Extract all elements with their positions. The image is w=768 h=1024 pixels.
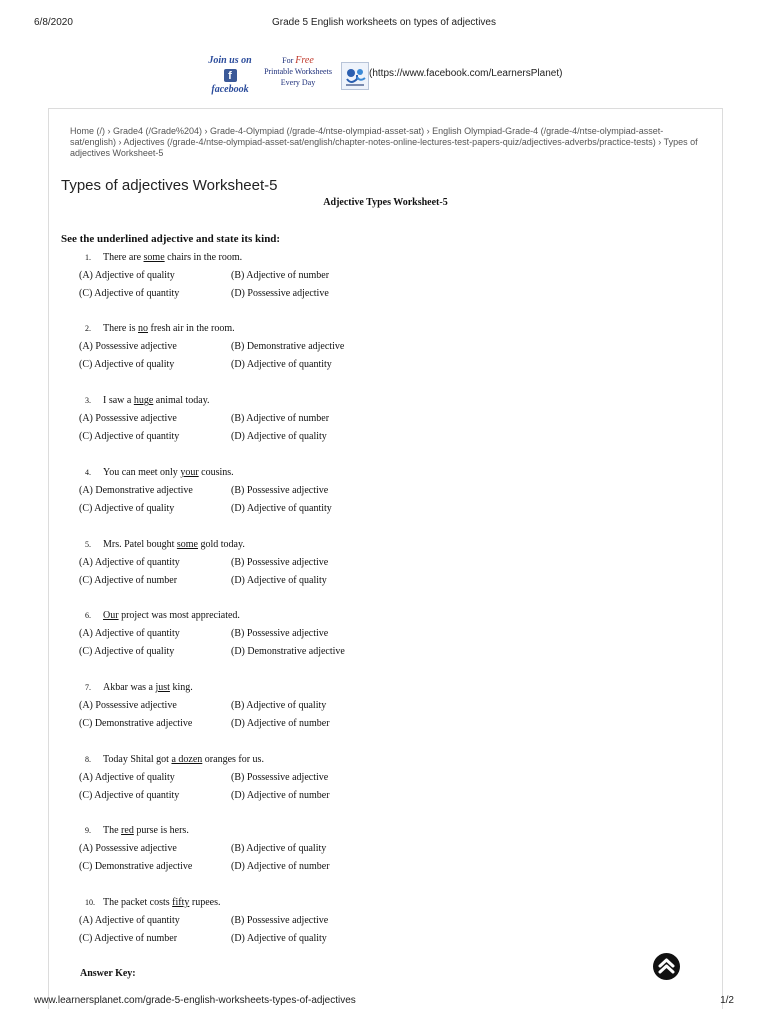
question-stem xyxy=(85,252,242,263)
question-stem xyxy=(85,323,235,334)
stem-after: oranges for us. xyxy=(202,754,264,765)
page-number: 1/2 xyxy=(720,995,734,1006)
stem-after: rupees. xyxy=(189,897,221,908)
worksheet-heading: Adjective Types Worksheet-5 xyxy=(323,197,448,208)
promo-free: Free xyxy=(295,55,314,66)
stem-before: There are xyxy=(103,252,144,263)
stem-after: animal today. xyxy=(153,395,210,406)
option-c: (C) Adjective of quality xyxy=(79,503,175,514)
option-b: (B) Adjective of number xyxy=(231,413,330,424)
option-d: (D) Adjective of quantity xyxy=(231,503,332,514)
underlined-adjective: a dozen xyxy=(171,754,203,765)
join-us-label: Join us on xyxy=(208,55,252,66)
option-a: (A) Demonstrative adjective xyxy=(79,485,193,496)
option-d: (D) Adjective of number xyxy=(231,718,330,729)
stem-after: project was most appreciated. xyxy=(118,610,240,621)
question-stem xyxy=(85,754,264,765)
stem-after: gold today. xyxy=(198,539,245,550)
option-c: (C) Adjective of quantity xyxy=(79,790,180,801)
question-stem xyxy=(85,467,234,478)
question-item xyxy=(49,825,722,881)
stem-before: You can meet only xyxy=(103,467,181,478)
question-number: 3. xyxy=(85,396,91,405)
facebook-banner[interactable] xyxy=(206,55,586,95)
underlined-adjective: just xyxy=(155,682,170,693)
question-stem xyxy=(85,825,189,836)
question-stem xyxy=(85,539,245,550)
stem-after: chairs in the room. xyxy=(164,252,243,263)
print-url: www.learnersplanet.com/grade-5-english-worksheets-types-of-adjectives xyxy=(34,995,356,1006)
question-item xyxy=(49,252,722,308)
option-a: (A) Adjective of quantity xyxy=(79,628,180,639)
underlined-adjective: red xyxy=(121,825,134,836)
question-stem xyxy=(85,897,220,908)
question-number: 5. xyxy=(85,540,91,549)
print-page-title: Grade 5 English worksheets on types of adjectives xyxy=(271,17,496,28)
option-c: (C) Adjective of number xyxy=(79,575,178,586)
stem-before: I saw a xyxy=(103,395,134,406)
option-b: (B) Possessive adjective xyxy=(231,772,329,783)
option-b: (B) Possessive adjective xyxy=(231,915,329,926)
option-a: (A) Adjective of quality xyxy=(79,772,175,783)
question-stem xyxy=(85,682,193,693)
promo-for: For xyxy=(282,56,294,65)
option-b: (B) Demonstrative adjective xyxy=(231,341,345,352)
facebook-link[interactable]: (https://www.facebook.com/LearnersPlanet) xyxy=(369,68,563,79)
stem-after: fresh air in the room. xyxy=(148,323,235,334)
option-c: (C) Demonstrative adjective xyxy=(79,861,193,872)
question-item xyxy=(49,539,722,595)
option-d: (D) Adjective of quality xyxy=(231,575,327,586)
scroll-to-top-button[interactable] xyxy=(653,953,680,980)
option-b: (B) Adjective of quality xyxy=(231,700,327,711)
stem-before: The xyxy=(103,825,122,836)
option-c: (C) Adjective of number xyxy=(79,933,178,944)
underlined-adjective: huge xyxy=(133,395,154,406)
question-stem xyxy=(85,610,240,621)
stem-before: The packet costs xyxy=(103,897,173,908)
answer-key-label: Answer Key: xyxy=(80,968,136,979)
question-item xyxy=(49,323,722,379)
question-number: 6. xyxy=(85,611,91,620)
question-item xyxy=(49,395,722,451)
option-c: (C) Adjective of quantity xyxy=(79,431,180,442)
question-stem xyxy=(85,395,210,406)
facebook-name: facebook xyxy=(211,84,249,95)
question-item xyxy=(49,467,722,523)
question-item xyxy=(49,754,722,810)
underlined-adjective: some xyxy=(143,252,165,263)
stem-before: There is xyxy=(103,323,138,334)
instruction: See the underlined adjective and state its kind: xyxy=(61,233,281,245)
option-a: (A) Adjective of quantity xyxy=(79,915,180,926)
question-number: 9. xyxy=(85,826,91,835)
option-c: (C) Demonstrative adjective xyxy=(79,718,193,729)
option-a: (A) Possessive adjective xyxy=(79,341,177,352)
print-date: 6/8/2020 xyxy=(34,17,73,28)
question-item xyxy=(49,682,722,738)
breadcrumb[interactable]: Home (/) › Grade4 (/Grade%204) › Grade-4-Olympiad (/grade-4/ntse-olympiad-asset-sat) › English Olympiad-Grade-4 (/grade-4/ntse-olympiad-asset-sat/english) › Adjectives (/grade-4/ntse-olympiad-asset-sat/english/chapter-notes-online-lectures-test-papers-quiz/adjectives-adverbs/practice-tests) › Types of adjectives Worksheet-5 xyxy=(70,126,698,158)
option-b: (B) Adjective of quality xyxy=(231,843,327,854)
question-item xyxy=(49,897,722,953)
option-b: (B) Possessive adjective xyxy=(231,628,329,639)
option-d: (D) Adjective of number xyxy=(231,790,330,801)
learners-planet-logo xyxy=(341,62,369,90)
option-d: (D) Adjective of quantity xyxy=(231,359,332,370)
option-a: (A) Possessive adjective xyxy=(79,413,177,424)
option-d: (D) Adjective of number xyxy=(231,861,330,872)
question-number: 1. xyxy=(85,253,91,262)
promo-every-day: Every Day xyxy=(280,78,316,87)
print-footer xyxy=(0,995,768,1009)
question-number: 7. xyxy=(85,683,91,692)
promo-printable: Printable Worksheets xyxy=(264,67,332,76)
option-c: (C) Adjective of quality xyxy=(79,359,175,370)
option-b: (B) Possessive adjective xyxy=(231,557,329,568)
option-b: (B) Adjective of number xyxy=(231,270,330,281)
stem-after: king. xyxy=(169,682,193,693)
option-d: (D) Demonstrative adjective xyxy=(231,646,345,657)
stem-before: Akbar was a xyxy=(103,682,156,693)
question-number: 10. xyxy=(85,898,95,907)
question-number: 2. xyxy=(85,324,91,333)
option-d: (D) Adjective of quality xyxy=(231,431,327,442)
facebook-icon: f xyxy=(224,69,237,82)
print-header xyxy=(0,17,768,31)
option-d: (D) Possessive adjective xyxy=(231,288,329,299)
underlined-adjective: some xyxy=(176,539,198,550)
underlined-adjective: fifty xyxy=(172,897,190,908)
underlined-adjective: Our xyxy=(103,610,119,621)
page-title: Types of adjectives Worksheet-5 xyxy=(61,177,278,194)
option-a: (A) Possessive adjective xyxy=(79,843,177,854)
option-b: (B) Possessive adjective xyxy=(231,485,329,496)
stem-after: cousins. xyxy=(198,467,234,478)
question-item xyxy=(49,610,722,666)
option-c: (C) Adjective of quality xyxy=(79,646,175,657)
stem-after: purse is hers. xyxy=(133,825,189,836)
stem-before: Today Shital got xyxy=(103,754,172,765)
option-c: (C) Adjective of quantity xyxy=(79,288,180,299)
question-number: 8. xyxy=(85,755,91,764)
chevron-up-icon xyxy=(653,953,680,980)
worksheet-card xyxy=(48,108,723,1009)
option-a: (A) Adjective of quality xyxy=(79,270,175,281)
option-a: (A) Possessive adjective xyxy=(79,700,177,711)
underlined-adjective: no xyxy=(138,323,148,334)
question-number: 4. xyxy=(85,468,91,477)
underlined-adjective: your xyxy=(180,467,199,478)
option-d: (D) Adjective of quality xyxy=(231,933,327,944)
stem-before: Mrs. Patel bought xyxy=(103,539,177,550)
option-a: (A) Adjective of quantity xyxy=(79,557,180,568)
free-worksheets-promo xyxy=(256,55,340,88)
facebook-join-badge[interactable] xyxy=(206,55,254,95)
